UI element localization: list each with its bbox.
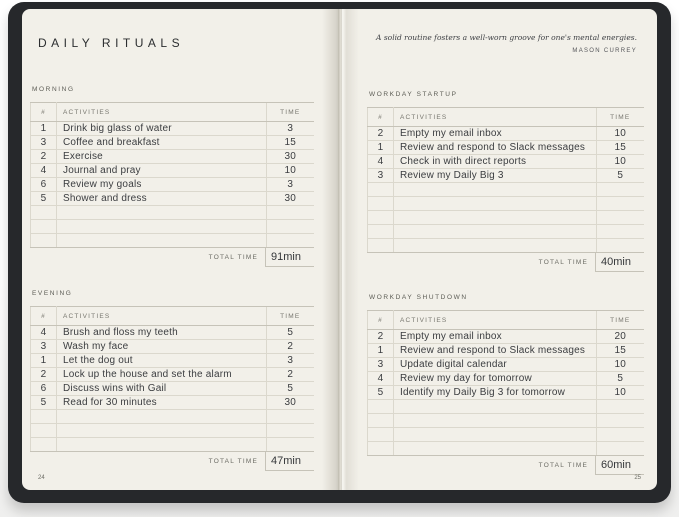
time-cell bbox=[596, 183, 644, 197]
row-number-cell bbox=[368, 239, 394, 253]
row-number-cell: 1 bbox=[31, 354, 57, 368]
section-label: WORKDAY SHUTDOWN bbox=[369, 294, 468, 301]
section-morning bbox=[30, 86, 314, 267]
row-number-cell bbox=[31, 220, 57, 234]
row-number-cell bbox=[368, 197, 394, 211]
activity-cell bbox=[57, 220, 267, 234]
row-number-cell: 4 bbox=[31, 164, 57, 178]
time-column-header: TIME bbox=[596, 108, 644, 127]
time-cell bbox=[596, 225, 644, 239]
notebook-cover bbox=[8, 2, 671, 503]
empty-row bbox=[368, 239, 645, 253]
row-number-cell: 1 bbox=[368, 344, 394, 358]
total-time-label: TOTAL TIME bbox=[538, 259, 588, 266]
page-left bbox=[22, 9, 338, 490]
activity-cell: Coffee and breakfast bbox=[57, 136, 267, 150]
row-number-cell: 5 bbox=[31, 192, 57, 206]
table-row bbox=[31, 396, 315, 410]
activity-cell: Let the dog out bbox=[57, 354, 267, 368]
activity-cell bbox=[57, 234, 267, 248]
table-header-row bbox=[31, 307, 315, 326]
activity-cell: Lock up the house and set the alarm bbox=[57, 368, 267, 382]
activity-cell bbox=[394, 197, 597, 211]
activity-cell: Wash my face bbox=[57, 340, 267, 354]
time-cell: 3 bbox=[266, 178, 314, 192]
table-row bbox=[31, 192, 315, 206]
activity-cell: Journal and pray bbox=[57, 164, 267, 178]
empty-row bbox=[368, 225, 645, 239]
time-column-header: TIME bbox=[596, 311, 644, 330]
activities-column-header: ACTIVITIES bbox=[394, 108, 597, 127]
activity-cell bbox=[57, 206, 267, 220]
time-cell bbox=[596, 428, 644, 442]
row-number-cell: 2 bbox=[31, 368, 57, 382]
time-cell bbox=[596, 442, 644, 456]
empty-row bbox=[31, 410, 315, 424]
activity-cell bbox=[57, 438, 267, 452]
total-time-value: 47min bbox=[265, 452, 314, 471]
total-row bbox=[30, 248, 314, 267]
activity-cell bbox=[394, 414, 597, 428]
activity-cell: Read for 30 minutes bbox=[57, 396, 267, 410]
page-number-left: 24 bbox=[38, 475, 45, 481]
activity-cell bbox=[57, 424, 267, 438]
table-row bbox=[31, 368, 315, 382]
activity-cell: Empty my email inbox bbox=[394, 330, 597, 344]
empty-row bbox=[31, 206, 315, 220]
activities-column-header: ACTIVITIES bbox=[57, 103, 267, 122]
total-time-label: TOTAL TIME bbox=[538, 462, 588, 469]
row-number-cell bbox=[31, 410, 57, 424]
row-number-cell bbox=[31, 234, 57, 248]
time-cell: 15 bbox=[266, 136, 314, 150]
activity-cell bbox=[394, 239, 597, 253]
table-row bbox=[31, 136, 315, 150]
empty-row bbox=[368, 211, 645, 225]
total-row bbox=[367, 253, 644, 272]
row-number-cell: 6 bbox=[31, 178, 57, 192]
activity-cell bbox=[394, 183, 597, 197]
table-row bbox=[368, 372, 645, 386]
empty-row bbox=[31, 424, 315, 438]
number-column-header: # bbox=[368, 311, 394, 330]
activity-cell: Brush and floss my teeth bbox=[57, 326, 267, 340]
activity-cell: Discuss wins with Gail bbox=[57, 382, 267, 396]
table-row bbox=[368, 386, 645, 400]
time-cell bbox=[266, 438, 314, 452]
time-cell: 30 bbox=[266, 150, 314, 164]
row-number-cell bbox=[368, 414, 394, 428]
time-cell: 5 bbox=[596, 372, 644, 386]
table-row bbox=[31, 122, 315, 136]
total-row bbox=[367, 456, 644, 475]
row-number-cell bbox=[31, 206, 57, 220]
empty-row bbox=[31, 220, 315, 234]
empty-row bbox=[368, 414, 645, 428]
number-column-header: # bbox=[31, 307, 57, 326]
evening-table bbox=[30, 306, 314, 452]
activity-cell: Identify my Daily Big 3 for tomorrow bbox=[394, 386, 597, 400]
row-number-cell: 2 bbox=[31, 150, 57, 164]
total-time-label: TOTAL TIME bbox=[208, 254, 258, 261]
quote-block bbox=[357, 33, 637, 54]
time-cell bbox=[596, 400, 644, 414]
row-number-cell bbox=[368, 400, 394, 414]
workday-startup-table bbox=[367, 107, 644, 253]
time-cell: 10 bbox=[596, 127, 644, 141]
activity-cell: Review my Daily Big 3 bbox=[394, 169, 597, 183]
morning-table bbox=[30, 102, 314, 248]
section-label: WORKDAY STARTUP bbox=[369, 91, 458, 98]
time-cell: 15 bbox=[596, 344, 644, 358]
activity-cell: Drink big glass of water bbox=[57, 122, 267, 136]
table-row bbox=[31, 354, 315, 368]
activity-cell bbox=[394, 225, 597, 239]
row-number-cell: 2 bbox=[368, 127, 394, 141]
activity-cell: Review and respond to Slack messages bbox=[394, 344, 597, 358]
table-row bbox=[31, 340, 315, 354]
time-cell: 20 bbox=[596, 330, 644, 344]
activity-cell: Shower and dress bbox=[57, 192, 267, 206]
table-row bbox=[368, 344, 645, 358]
row-number-cell: 4 bbox=[368, 155, 394, 169]
row-number-cell bbox=[368, 442, 394, 456]
time-cell: 5 bbox=[596, 169, 644, 183]
time-cell: 10 bbox=[266, 164, 314, 178]
time-cell bbox=[596, 239, 644, 253]
activity-cell bbox=[394, 400, 597, 414]
empty-row bbox=[31, 234, 315, 248]
total-time-value: 40min bbox=[595, 253, 644, 272]
row-number-cell: 1 bbox=[31, 122, 57, 136]
time-cell: 3 bbox=[266, 354, 314, 368]
activity-cell bbox=[394, 211, 597, 225]
page-right bbox=[341, 9, 657, 490]
time-column-header: TIME bbox=[266, 103, 314, 122]
table-row bbox=[368, 141, 645, 155]
row-number-cell: 5 bbox=[368, 386, 394, 400]
row-number-cell: 5 bbox=[31, 396, 57, 410]
empty-row bbox=[368, 428, 645, 442]
page-title: DAILY RITUALS bbox=[38, 36, 185, 50]
time-cell: 30 bbox=[266, 396, 314, 410]
section-label: MORNING bbox=[32, 86, 75, 93]
time-cell: 15 bbox=[596, 141, 644, 155]
row-number-cell: 3 bbox=[368, 169, 394, 183]
row-number-cell: 6 bbox=[31, 382, 57, 396]
table-row bbox=[368, 127, 645, 141]
empty-row bbox=[368, 183, 645, 197]
table-row bbox=[31, 164, 315, 178]
table-header-row bbox=[368, 108, 645, 127]
activity-cell: Empty my email inbox bbox=[394, 127, 597, 141]
activity-cell bbox=[394, 442, 597, 456]
table-row bbox=[31, 382, 315, 396]
table-row bbox=[31, 326, 315, 340]
activity-cell bbox=[57, 410, 267, 424]
table-row bbox=[368, 155, 645, 169]
activity-cell: Update digital calendar bbox=[394, 358, 597, 372]
table-header-row bbox=[31, 103, 315, 122]
row-number-cell bbox=[31, 438, 57, 452]
activity-cell: Exercise bbox=[57, 150, 267, 164]
activity-cell bbox=[394, 428, 597, 442]
time-cell bbox=[596, 414, 644, 428]
row-number-cell: 3 bbox=[368, 358, 394, 372]
total-time-value: 91min bbox=[265, 248, 314, 267]
activities-column-header: ACTIVITIES bbox=[57, 307, 267, 326]
table-header-row bbox=[368, 311, 645, 330]
activity-cell: Review and respond to Slack messages bbox=[394, 141, 597, 155]
activities-column-header: ACTIVITIES bbox=[394, 311, 597, 330]
time-cell bbox=[266, 206, 314, 220]
section-workday-startup bbox=[367, 91, 644, 272]
row-number-cell: 3 bbox=[31, 136, 57, 150]
row-number-cell bbox=[368, 183, 394, 197]
table-row bbox=[31, 150, 315, 164]
time-cell bbox=[266, 410, 314, 424]
time-cell: 30 bbox=[266, 192, 314, 206]
quote-author: MASON CURREY bbox=[572, 48, 637, 54]
time-cell: 5 bbox=[266, 326, 314, 340]
number-column-header: # bbox=[31, 103, 57, 122]
time-cell: 10 bbox=[596, 386, 644, 400]
table-row bbox=[31, 178, 315, 192]
total-time-value: 60min bbox=[595, 456, 644, 475]
row-number-cell: 3 bbox=[31, 340, 57, 354]
time-cell: 2 bbox=[266, 368, 314, 382]
section-workday-shutdown bbox=[367, 294, 644, 475]
number-column-header: # bbox=[368, 108, 394, 127]
section-label: EVENING bbox=[32, 290, 73, 297]
row-number-cell: 4 bbox=[31, 326, 57, 340]
row-number-cell bbox=[368, 428, 394, 442]
time-cell bbox=[596, 197, 644, 211]
page-number-right: 25 bbox=[634, 475, 641, 481]
quote-text: A solid routine fosters a well-worn groove for one's mental energies. bbox=[376, 33, 637, 42]
time-cell: 10 bbox=[596, 358, 644, 372]
empty-row bbox=[368, 442, 645, 456]
row-number-cell: 1 bbox=[368, 141, 394, 155]
workday-shutdown-table bbox=[367, 310, 644, 456]
time-cell: 10 bbox=[596, 155, 644, 169]
empty-row bbox=[368, 400, 645, 414]
section-evening bbox=[30, 290, 314, 471]
total-time-label: TOTAL TIME bbox=[208, 458, 258, 465]
row-number-cell bbox=[31, 424, 57, 438]
row-number-cell bbox=[368, 211, 394, 225]
time-cell: 5 bbox=[266, 382, 314, 396]
time-column-header: TIME bbox=[266, 307, 314, 326]
time-cell: 3 bbox=[266, 122, 314, 136]
row-number-cell: 4 bbox=[368, 372, 394, 386]
table-row bbox=[368, 330, 645, 344]
activity-cell: Check in with direct reports bbox=[394, 155, 597, 169]
empty-row bbox=[31, 438, 315, 452]
table-row bbox=[368, 169, 645, 183]
activity-cell: Review my day for tomorrow bbox=[394, 372, 597, 386]
time-cell bbox=[266, 424, 314, 438]
empty-row bbox=[368, 197, 645, 211]
open-pages bbox=[22, 9, 657, 490]
table-row bbox=[368, 358, 645, 372]
total-row bbox=[30, 452, 314, 471]
row-number-cell: 2 bbox=[368, 330, 394, 344]
time-cell: 2 bbox=[266, 340, 314, 354]
time-cell bbox=[266, 220, 314, 234]
time-cell bbox=[266, 234, 314, 248]
activity-cell: Review my goals bbox=[57, 178, 267, 192]
time-cell bbox=[596, 211, 644, 225]
row-number-cell bbox=[368, 225, 394, 239]
